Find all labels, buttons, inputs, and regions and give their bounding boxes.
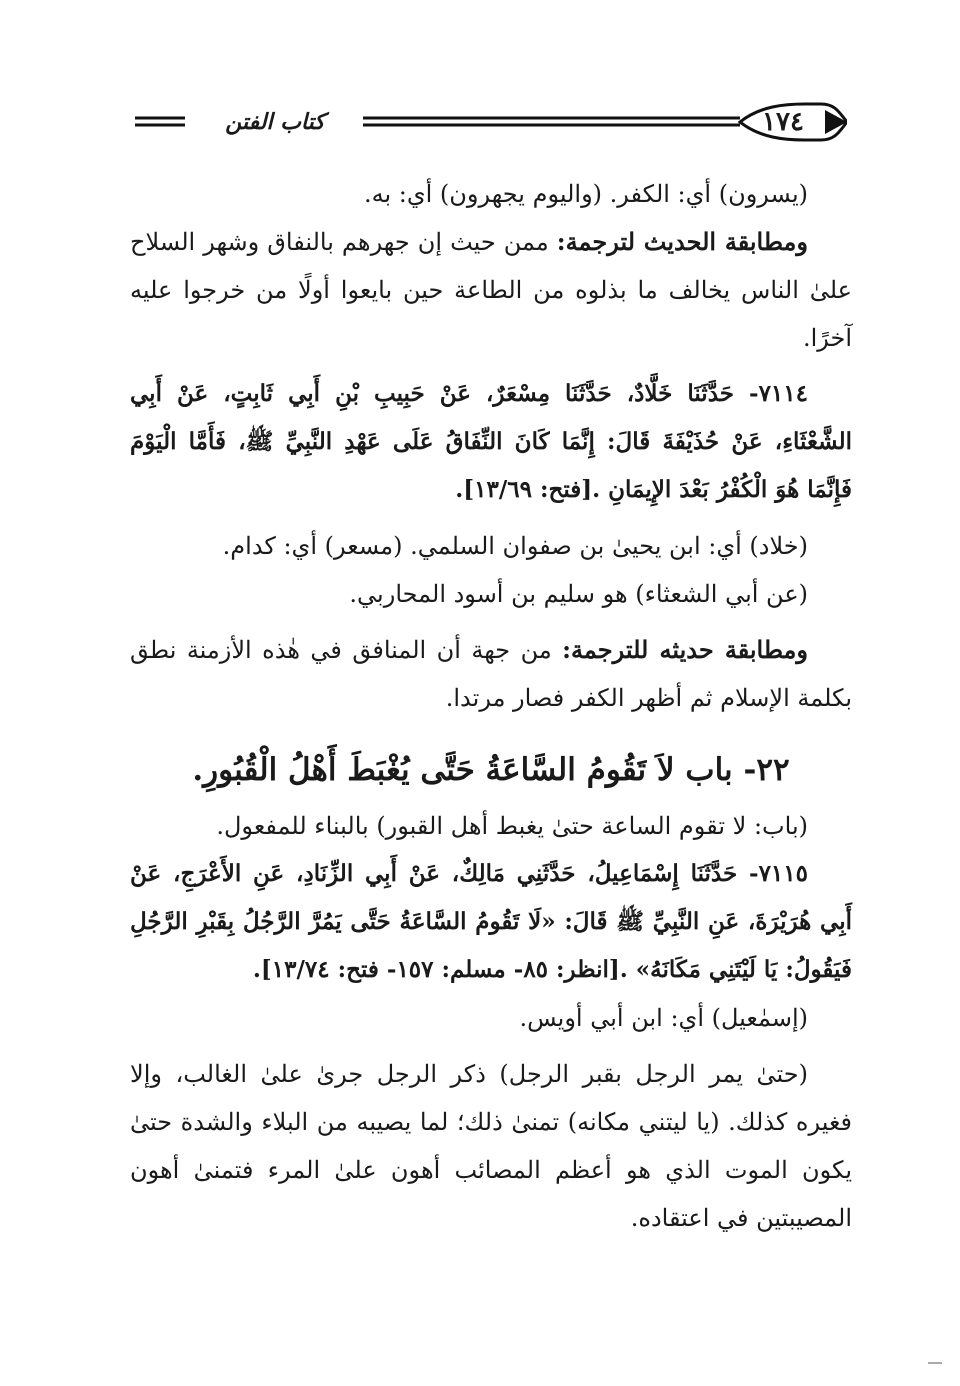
paragraph-text: ممن حيث إن جهرهم بالنفاق وشهر السلاح علىٰ الناس يخالف ما بذلوه من الطاعة حين بايعوا أولًا من خرجوا عليه آخرًا. bbox=[130, 228, 852, 352]
lead-phrase: ومطابقة حديثه للترجمة: bbox=[562, 635, 808, 664]
commentary-paragraph: (باب: لا تقوم الساعة حتىٰ يغبط أهل القبور) بالبناء للمفعول. bbox=[216, 812, 808, 840]
page-body bbox=[130, 170, 852, 1242]
paragraph-text: من جهة أن المنافق في هٰذه الأزمنة نطق بكلمة الإسلام ثم أظهر الكفر فصار مرتدا. bbox=[130, 636, 852, 712]
page-header bbox=[135, 100, 847, 144]
commentary-paragraph: (خلاد) أي: ابن يحيىٰ بن صفوان السلمي. (مسعر) أي: كدام. bbox=[222, 532, 808, 560]
hadith-text: ٧١١٥- حَدَّثَنَا إِسْمَاعِيلُ، حَدَّثَنِي مَالِكٌ، عَنْ أَبِي الزِّنَادِ، عَنِ الأَعْرَجِ، عَنْ أَبِي هُرَيْرَةَ، عَنِ النَّبِيِّ ﷺ قَالَ: «لَا تَقُومُ السَّاعَةُ حَتَّى يَمُرَّ الرَّجُلُ بِقَبْرِ الرَّجُلِ فَيَقُولُ: يَا لَيْتَنِي مَكَانَهُ» .[انظر: ٨٥- مسلم: ١٥٧- فتح: ١٣/٧٤]. bbox=[130, 860, 852, 983]
commentary-paragraph: (عن أبي الشعثاء) هو سليم بن أسود المحاربي. bbox=[349, 580, 808, 608]
commentary-paragraph bbox=[130, 626, 852, 722]
commentary-paragraph: (حتىٰ يمر الرجل بقبر الرجل) ذكر الرجل جرىٰ علىٰ الغالب، وإلا فغيره كذلك. (يا ليتني مكانه) تمنىٰ ذلك؛ لما يصيبه من البلاء والشدة حتىٰ يكون الموت الذي هو أعظم المصائب أهون علىٰ المرء فتمنىٰ أهون المصيبتين في اعتقاده. bbox=[130, 1060, 852, 1232]
commentary-paragraph: (إسمٰعيل) أي: ابن أبي أويس. bbox=[519, 1004, 808, 1032]
scan-mark bbox=[928, 1362, 942, 1364]
hadith-text: ٧١١٤- حَدَّثَنَا خَلَّادٌ، حَدَّثَنَا مِسْعَرٌ، عَنْ حَبِيبِ بْنِ أَبِي ثَابِتٍ، عَنْ أَبِي الشَّعْثَاءِ، عَنْ حُذَيْفَةَ قَالَ: إِنَّمَا كَانَ النِّفَاقُ عَلَى عَهْدِ النَّبِيِّ ﷺ، فَأَمَّا الْيَوْمَ فَإِنَّمَا هُوَ الْكُفْرُ بَعْدَ الإِيمَانِ .[فتح: ١٣/٦٩]. bbox=[130, 380, 852, 503]
page-number: ١٧٤ bbox=[762, 107, 804, 137]
commentary-paragraph bbox=[130, 218, 852, 362]
chapter-heading: ٢٢- باب لاَ تَقُومُ السَّاعَةُ حَتَّى يُغْبَطَ أَهْلُ الْقُبُورِ. bbox=[192, 752, 790, 788]
lead-phrase: ومطابقة الحديث لترجمة: bbox=[556, 227, 808, 256]
commentary-paragraph: (يسرون) أي: الكفر. (واليوم يجهرون) أي: به. bbox=[363, 180, 808, 208]
book-title: كتاب الفتن bbox=[225, 109, 325, 135]
